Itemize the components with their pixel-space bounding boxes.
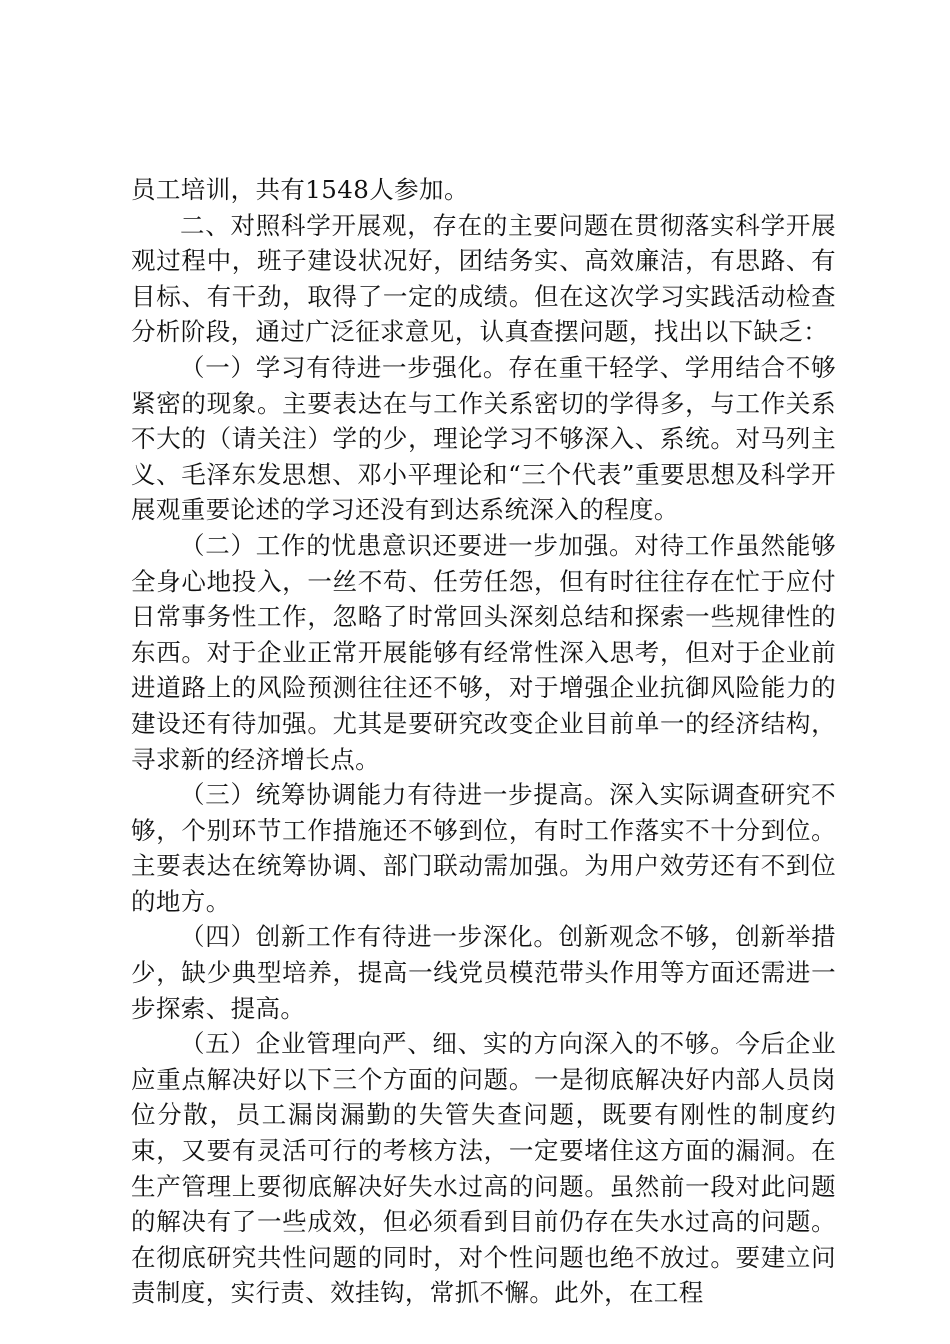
paragraph-item-four: （四）创新工作有待进一步深化。创新观念不够，创新举措少，缺少典型培养，提高一线党员模范带头作用等方面还需进一步探索、提高。 xyxy=(131,922,836,1023)
paragraph-item-three: （三）统筹协调能力有待进一步提高。深入实际调查研究不够，个别环节工作措施还不够到位，有时工作落实不十分到位。主要表达在统筹协调、部门联动需加强。为用户效劳还有不到位的地方。 xyxy=(131,780,836,916)
paragraph-item-two: （二）工作的忧患意识还要进一步加强。对待工作虽然能够全身心地投入，一丝不苟、任劳任怨，但有时往往存在忙于应付日常事务性工作，忽略了时常回头深刻总结和探索一些规律性的东西。对于企业正常开展能够有经常性深入思考，但对于企业前进道路上的风险预测往往还不够，对于增强企业抗御风险能力的建设还有待加强。尤其是要研究改变企业目前单一的经济结构，寻求新的经济增长点。 xyxy=(131,530,836,774)
paragraph-continuation: 员工培训，共有1548人参加。 xyxy=(131,175,469,204)
document-body xyxy=(131,172,836,1311)
paragraph-section-two: 二、对照科学开展观，存在的主要问题在贯彻落实科学开展观过程中，班子建设状况好，团结务实、高效廉洁，有思路、有目标、有干劲，取得了一定的成绩。但在这次学习实践活动检查分析阶段，通过广泛征求意见，认真查摆问题，找出以下缺乏： xyxy=(131,210,836,347)
paragraph-item-five: （五）企业管理向严、细、实的方向深入的不够。今后企业应重点解决好以下三个方面的问题。一是彻底解决好内部人员岗位分散，员工漏岗漏勤的失管失查问题，既要有刚性的制度约束，又要有灵活可行的考核方法，一定要堵住这方面的漏洞。在生产管理上要彻底解决好失水过高的问题。虽然前一段对此问题的解决有了一些成效，但必须看到目前仍存在失水过高的问题。在彻底研究共性问题的同时，对个性问题也绝不放过。要建立问责制度，实行责、效挂钩，常抓不懈。此外，在工程 xyxy=(131,1029,836,1308)
paragraph-item-one: （一）学习有待进一步强化。存在重干轻学、学用结合不够紧密的现象。主要表达在与工作关系密切的学得多，与工作关系不大的（请关注）学的少，理论学习不够深入、系统。对马列主义、毛泽东发思想、邓小平理论和“三个代表”重要思想及科学开展观重要论述的学习还没有到达系统深入的程度。 xyxy=(131,352,836,525)
